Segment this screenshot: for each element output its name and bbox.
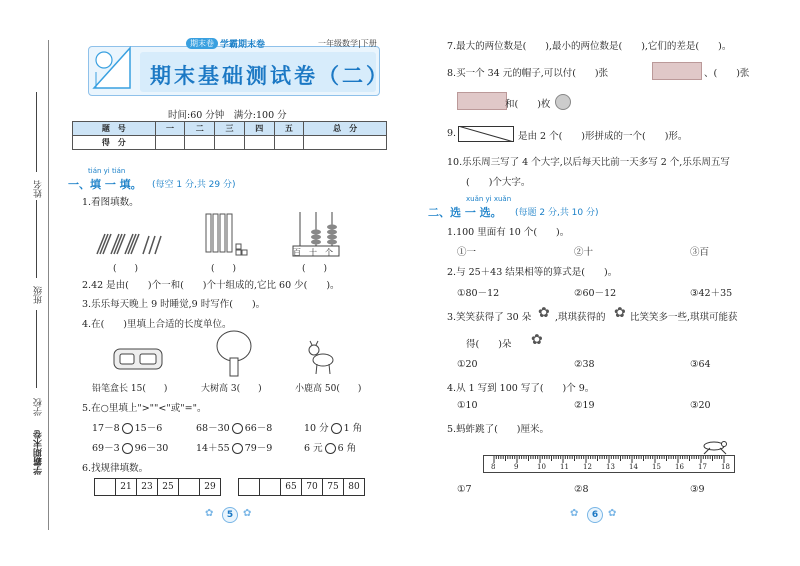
series-tag: 期末卷 bbox=[186, 38, 218, 49]
page-number-right: 6 bbox=[587, 507, 603, 523]
q1-blank-1[interactable]: ( ) bbox=[113, 264, 139, 274]
flower-ornament-icon: ✿ bbox=[570, 508, 579, 519]
compare-circle[interactable] bbox=[325, 443, 336, 454]
seq-cell[interactable] bbox=[179, 479, 200, 496]
flower-ornament-icon: ✿ bbox=[205, 508, 214, 519]
c4-option-1[interactable]: ①10 bbox=[457, 400, 478, 411]
grade-label: 一年级数学|下册 bbox=[318, 39, 377, 48]
flower-icon: ✿ bbox=[614, 305, 626, 321]
name-label: 姓名 bbox=[34, 180, 44, 198]
grasshopper-icon bbox=[700, 436, 730, 456]
seq-cell: 23 bbox=[137, 479, 158, 496]
sticks-bundle-icon bbox=[95, 232, 165, 256]
flower-ornament-icon: ✿ bbox=[608, 508, 617, 519]
seq-cell[interactable] bbox=[239, 479, 260, 496]
binding-margin bbox=[0, 0, 52, 566]
name-underline bbox=[36, 92, 37, 172]
q4-caption-pencilbox: 铅笔盒长 15( ) bbox=[92, 384, 168, 394]
sequence-table-2 bbox=[238, 478, 365, 496]
score-header-cell: 二 bbox=[185, 122, 215, 136]
c5-text: 5.蚂蚱跳了( )厘米。 bbox=[447, 424, 549, 435]
ruler bbox=[483, 455, 735, 473]
rectangle-diagonal-icon bbox=[458, 126, 514, 142]
pencil-box-icon bbox=[112, 345, 164, 371]
ruler-label: 10 bbox=[537, 463, 546, 471]
ruler-label: 18 bbox=[721, 463, 730, 471]
q9-text: 是由 2 个( )形拼成的一个( )形。 bbox=[518, 131, 688, 142]
q1-blank-2[interactable]: ( ) bbox=[211, 264, 237, 274]
score-header-cell: 五 bbox=[274, 122, 304, 136]
seq-cell: 75 bbox=[323, 479, 344, 496]
c3-line1b: ,琪琪获得的 bbox=[555, 312, 606, 323]
c4-option-3[interactable]: ③20 bbox=[690, 400, 711, 411]
time-info: 时间:60 分钟 满分:100 分 bbox=[168, 110, 287, 121]
score-cell[interactable] bbox=[155, 136, 185, 150]
q10-line2: ( )个大字。 bbox=[466, 177, 531, 188]
c4-text: 4.从 1 写到 100 写了( )个 9。 bbox=[447, 383, 595, 394]
ruler-label: 14 bbox=[629, 463, 638, 471]
q5-text: 5.在○里填上">""<"或"="。 bbox=[82, 403, 207, 414]
c5-option-2[interactable]: ②8 bbox=[574, 484, 589, 495]
seq-cell: 80 bbox=[344, 479, 365, 496]
q8-line1b: 、( )张 bbox=[704, 68, 750, 79]
compare-circle[interactable] bbox=[122, 443, 133, 454]
seq-cell: 25 bbox=[158, 479, 179, 496]
banknote-50-icon bbox=[652, 62, 702, 80]
q5-item: 10 分 1 角 bbox=[304, 423, 363, 434]
abacus-label-hundreds: 百 bbox=[293, 248, 301, 257]
q2-text: 2.42 是由( )个一和( )个十组成的,它比 60 少( )。 bbox=[82, 280, 340, 291]
q1-blank-3[interactable]: ( ) bbox=[302, 264, 328, 274]
seq-cell: 70 bbox=[302, 479, 323, 496]
score-header-cell: 总 分 bbox=[304, 122, 387, 136]
section1-title: 一、填 一 填。 bbox=[68, 178, 142, 191]
section2-pinyin: xuǎn yi xuǎn bbox=[466, 195, 512, 203]
c5-option-3[interactable]: ③9 bbox=[690, 484, 705, 495]
score-header-cell: 题 号 bbox=[73, 122, 156, 136]
compare-circle[interactable] bbox=[232, 423, 243, 434]
page-title: 期末基础测试卷（二） bbox=[150, 64, 390, 88]
school-label: 学校 bbox=[34, 398, 44, 416]
section2-title: 二、选 一 选。 bbox=[428, 206, 502, 219]
c3-option-3[interactable]: ③64 bbox=[690, 359, 711, 370]
c3-option-1[interactable]: ①20 bbox=[457, 359, 478, 370]
q4-caption-deer: 小鹿高 50( ) bbox=[295, 384, 362, 394]
ruler-label: 12 bbox=[583, 463, 592, 471]
ruler-label: 16 bbox=[675, 463, 684, 471]
q3-text: 3.乐乐每天晚上 9 时睡觉,9 时写作( )。 bbox=[82, 299, 266, 310]
score-header-cell: 三 bbox=[215, 122, 245, 136]
ruler-logo-icon bbox=[90, 42, 136, 92]
c1-text: 1.100 里面有 10 个( )。 bbox=[447, 227, 570, 238]
series-name: 学霸期末卷 bbox=[220, 40, 266, 50]
compare-circle[interactable] bbox=[232, 443, 243, 454]
q9-num: 9. bbox=[447, 128, 457, 139]
c1-option-3[interactable]: ③百 bbox=[690, 247, 710, 258]
q4-caption-tree: 大树高 3( ) bbox=[201, 384, 262, 394]
c1-option-1[interactable]: ①一 bbox=[457, 247, 477, 258]
page-number-left: 5 bbox=[222, 507, 238, 523]
c3-line2: 得( )朵 bbox=[466, 339, 512, 350]
deer-icon bbox=[306, 340, 338, 376]
banknote-10-icon bbox=[457, 92, 507, 110]
flower-ornament-icon: ✿ bbox=[243, 508, 252, 519]
q8-line2a: 和( )枚 bbox=[505, 99, 551, 110]
c1-option-2[interactable]: ②十 bbox=[574, 247, 594, 258]
c3-line1a: 3.笑笑获得了 30 朵 bbox=[447, 312, 532, 323]
class-label: 班级 bbox=[34, 286, 44, 304]
q10-line1: 10.乐乐周三写了 4 个大字,以后每天比前一天多写 2 个,乐乐周五写 bbox=[447, 157, 730, 168]
ruler-label: 13 bbox=[606, 463, 615, 471]
c2-option-3[interactable]: ③42＋35 bbox=[690, 288, 733, 299]
c2-text: 2.与 25＋43 结果相等的算式是( )。 bbox=[447, 267, 618, 278]
c2-option-1[interactable]: ①80－12 bbox=[457, 288, 500, 299]
counting-blocks-icon bbox=[202, 212, 248, 258]
q5-item: 6 元 6 角 bbox=[304, 443, 357, 454]
binding-line bbox=[48, 40, 49, 530]
ruler-label: 17 bbox=[698, 463, 707, 471]
class-underline bbox=[36, 200, 37, 278]
c3-option-2[interactable]: ②38 bbox=[574, 359, 595, 370]
school-underline bbox=[36, 310, 37, 388]
abacus-labels bbox=[293, 247, 333, 258]
score-header-cell: 一 bbox=[155, 122, 185, 136]
abacus-label-tens: 十 bbox=[309, 248, 317, 257]
seq-cell[interactable] bbox=[260, 479, 281, 496]
seq-cell: 65 bbox=[281, 479, 302, 496]
q6-text: 6.找规律填数。 bbox=[82, 463, 149, 474]
q4-text: 4.在( )里填上合适的长度单位。 bbox=[82, 319, 232, 330]
seq-cell: 29 bbox=[200, 479, 221, 496]
q7-text: 7.最大的两位数是( ),最小的两位数是( ),它们的差是( )。 bbox=[447, 41, 732, 52]
c2-option-2[interactable]: ②60－12 bbox=[574, 288, 617, 299]
flower-icon: ✿ bbox=[531, 332, 543, 348]
section1-points: (每空 1 分,共 29 分) bbox=[152, 180, 236, 190]
score-cell[interactable] bbox=[215, 136, 245, 150]
score-cell[interactable] bbox=[244, 136, 274, 150]
score-header-cell: 四 bbox=[244, 122, 274, 136]
q5-item: 68－30 66－8 bbox=[196, 423, 273, 434]
ruler-label: 9 bbox=[514, 463, 519, 471]
sequence-table-1 bbox=[94, 478, 221, 496]
section2-points: (每题 2 分,共 10 分) bbox=[515, 208, 599, 218]
q5-item: 17－8 15－6 bbox=[92, 423, 163, 434]
ruler-label: 8 bbox=[491, 463, 496, 471]
c5-option-1[interactable]: ①7 bbox=[457, 484, 472, 495]
score-table bbox=[72, 121, 387, 150]
compare-circle[interactable] bbox=[122, 423, 133, 434]
score-cell[interactable] bbox=[274, 136, 304, 150]
score-row-label: 得 分 bbox=[73, 136, 156, 150]
score-cell[interactable] bbox=[304, 136, 387, 150]
section1-pinyin: tián yi tián bbox=[88, 167, 126, 175]
ruler-label: 15 bbox=[652, 463, 661, 471]
flower-icon: ✿ bbox=[538, 305, 550, 321]
q1-text: 1.看图填数。 bbox=[82, 197, 139, 208]
ruler-label: 11 bbox=[560, 463, 569, 471]
q5-item: 69－3 96－30 bbox=[92, 443, 169, 454]
abacus-label-ones: 个 bbox=[325, 248, 333, 257]
compare-circle[interactable] bbox=[331, 423, 342, 434]
q5-item: 14＋55 79－9 bbox=[196, 443, 273, 454]
q8-line1a: 8.买一个 34 元的帽子,可以付( )张 bbox=[447, 68, 609, 79]
seq-cell[interactable] bbox=[95, 479, 116, 496]
c4-option-2[interactable]: ②19 bbox=[574, 400, 595, 411]
coin-icon bbox=[555, 94, 571, 110]
seq-cell: 21 bbox=[116, 479, 137, 496]
series-vertical: 学霸期末卷 bbox=[34, 430, 44, 475]
tree-icon bbox=[214, 328, 254, 378]
score-cell[interactable] bbox=[185, 136, 215, 150]
c3-line1c: 比笑笑多一些,琪琪可能获 bbox=[630, 312, 738, 323]
